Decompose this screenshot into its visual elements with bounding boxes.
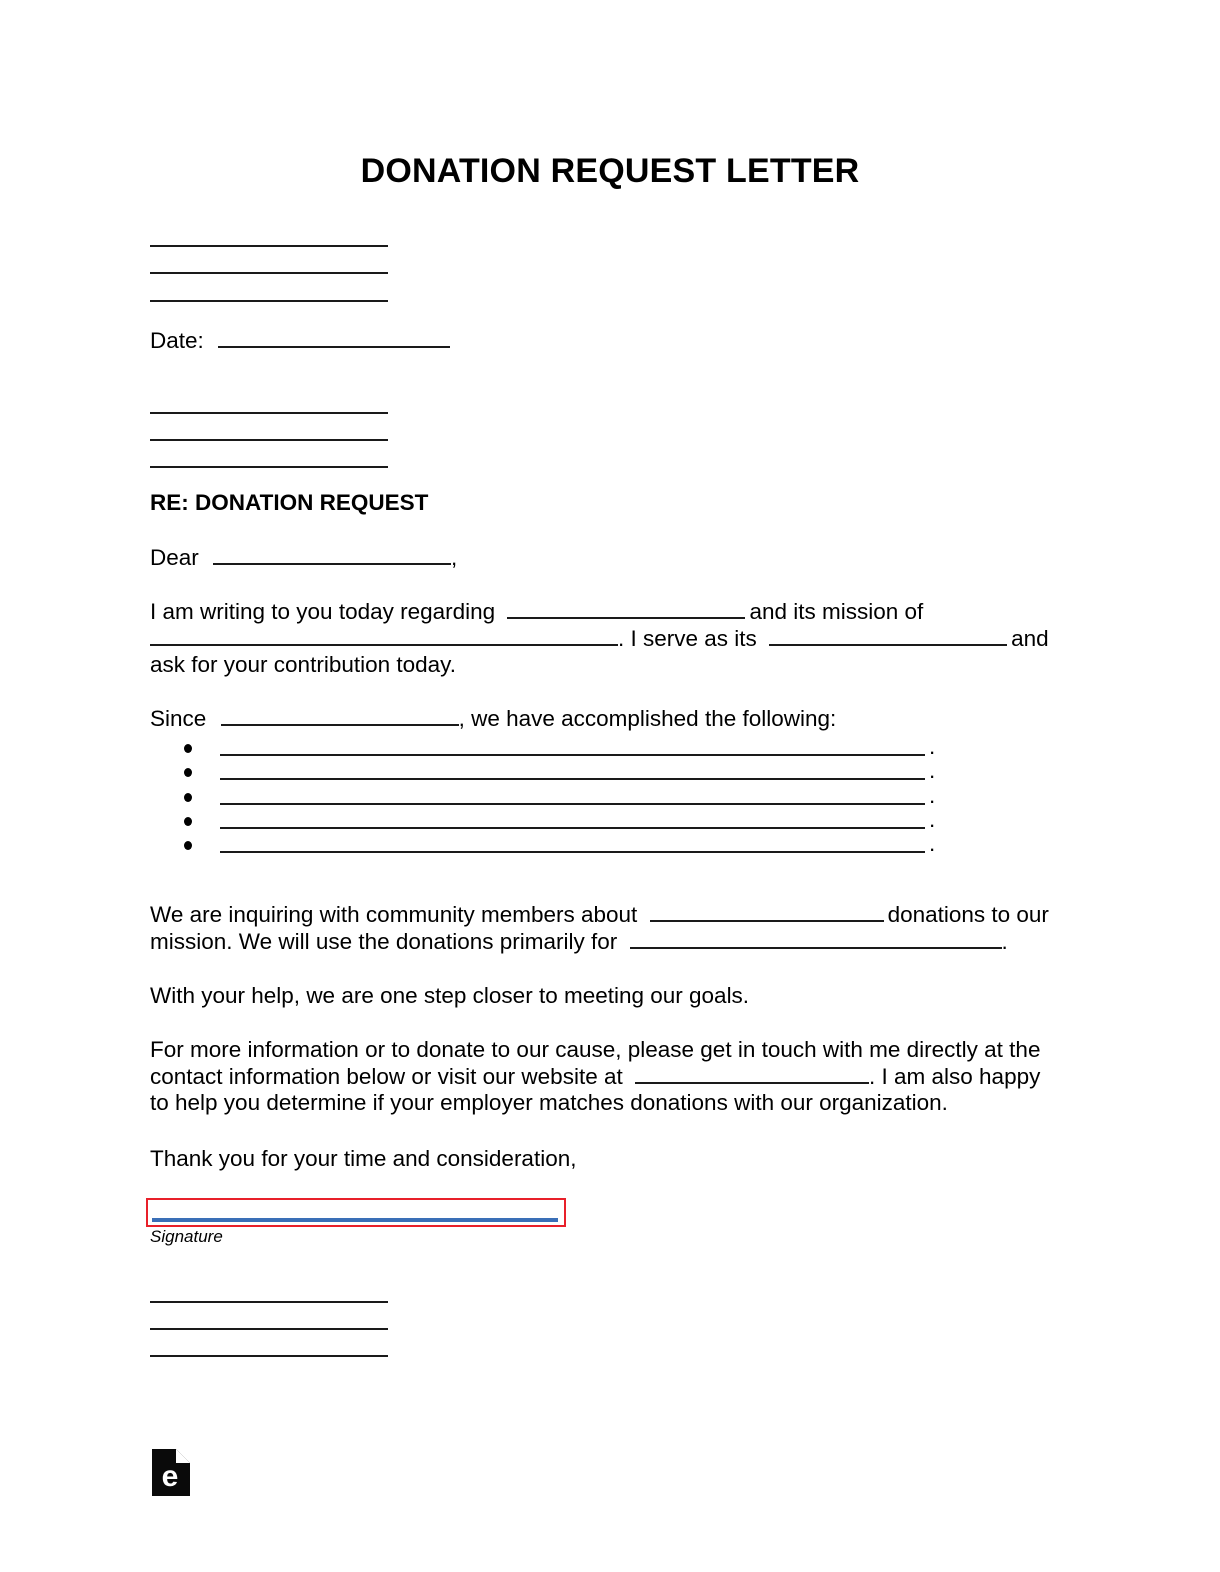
accomplishment-input-4[interactable] [220,827,925,829]
sender-address-line-3[interactable] [150,300,388,302]
role-title-input[interactable] [769,644,1007,646]
recipient-address-line-2[interactable] [150,439,388,441]
salutation-row [150,545,750,572]
donation-use-input[interactable] [630,947,1002,949]
footer-address-line-1[interactable] [150,1301,388,1303]
inquiry-text-2: donations to our mission. We will use the donations primarily for [150,902,1049,954]
contact-paragraph [150,1037,1065,1117]
contact-text-2: . I am also happy to help you determine if your employer matches donations with our organization. [150,1063,1041,1116]
signature-line [152,1218,558,1222]
mission-input[interactable] [150,644,618,646]
donation-type-input[interactable] [650,920,884,922]
list-item [150,806,980,833]
intro-text-4: and ask for your contribution today. [150,625,1049,678]
date-input[interactable] [218,346,450,348]
bullet-icon [184,817,192,826]
intro-text-1: I am writing to you today regarding [150,599,496,624]
date-row [150,328,650,355]
sender-address-line-2[interactable] [150,272,388,274]
accomplishments-list [150,736,980,857]
bullet-icon [184,841,192,850]
accomplishment-input-2[interactable] [220,778,925,780]
contact-text-1: For more information or to donate to our cause, please get in touch with me directly at the contact information below or visit our website at [150,1037,1041,1089]
date-label: Date: [150,328,204,353]
bullet-icon [184,768,192,777]
list-item [150,736,980,760]
signature-caption: Signature [150,1227,223,1246]
intro-paragraph [150,599,1060,679]
since-paragraph [150,706,1060,733]
organization-name-input[interactable] [507,617,745,619]
accomplishment-period-5: . [929,831,936,857]
since-text-1: Since [150,706,207,731]
bullet-icon [184,793,192,802]
accomplishment-period-1: . [929,734,936,759]
eforms-logo-icon [152,1449,190,1496]
closing-paragraph: Thank you for your time and consideration, [150,1146,577,1171]
list-item [150,782,980,809]
page-title: DONATION REQUEST LETTER [360,152,860,190]
inquiry-text-3: . [1001,928,1008,954]
salutation-label: Dear [150,545,199,570]
sender-address-line-1[interactable] [150,245,388,247]
accomplishment-period-3: . [929,782,936,808]
list-item [150,760,980,784]
inquiry-paragraph [150,902,1065,955]
accomplishment-period-2: . [929,758,936,784]
accomplishment-input-1[interactable] [220,754,925,756]
intro-text-2: and its mission of [749,599,924,624]
salutation-input[interactable] [213,563,451,565]
recipient-address-line-1[interactable] [150,412,388,414]
accomplishment-input-3[interactable] [220,803,925,805]
recipient-address-line-3[interactable] [150,466,388,468]
accomplishment-input-5[interactable] [220,851,925,853]
subject-label: RE: DONATION REQUEST [150,490,429,515]
signature-field[interactable] [146,1198,566,1227]
svg-text:e: e [161,1460,179,1493]
footer-address-line-3[interactable] [150,1355,388,1357]
website-input[interactable] [635,1082,869,1084]
accomplishment-period-4: . [929,806,936,832]
since-text-2: , we have accomplished the following: [458,706,837,731]
bullet-icon [184,744,192,753]
goals-paragraph: With your help, we are one step closer to meeting our goals. [150,983,750,1008]
intro-text-3: . I serve as its [618,625,757,651]
footer-address-line-2[interactable] [150,1328,388,1330]
inquiry-text-1: We are inquiring with community members about [150,902,638,927]
list-item [150,833,980,857]
salutation-comma: , [451,545,458,570]
since-year-input[interactable] [221,724,459,726]
